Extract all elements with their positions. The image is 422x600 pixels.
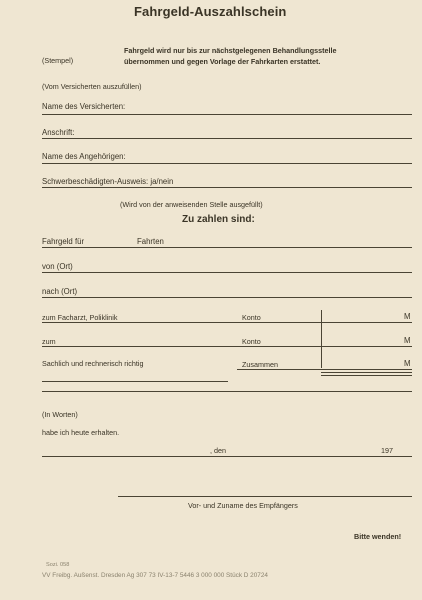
from-place-line	[42, 272, 412, 273]
name-insured-line	[42, 114, 412, 115]
name-insured-label: Name des Versicherten:	[42, 102, 126, 111]
total-label: Zusammen	[242, 360, 278, 369]
to-place-label: nach (Ort)	[42, 287, 78, 296]
in-words-label: (In Worten)	[42, 410, 78, 419]
amount-column-divider	[321, 310, 322, 368]
specialist-label: zum Facharzt, Poliklinik	[42, 313, 118, 322]
to-label: zum	[42, 337, 56, 346]
received-today-label: habe ich heute erhalten.	[42, 428, 120, 437]
notice-line-1: Fahrgeld wird nur bis zur nächstgelegenen Behandlungsstelle	[124, 46, 337, 55]
specialist-line	[42, 322, 412, 323]
address-label: Anschrift:	[42, 128, 75, 137]
notice-line-2: übernommen und gegen Vorlage der Fahrkarten erstattet.	[124, 57, 321, 66]
konto-2-label: Konto	[242, 337, 261, 346]
date-line	[42, 456, 412, 457]
date-den-label: , den	[210, 446, 226, 455]
stamp-label: (Stempel)	[42, 56, 74, 65]
from-place-label: von (Ort)	[42, 262, 73, 271]
total-double-line-1	[321, 372, 412, 373]
form-title: Fahrgeld-Auszahlschein	[134, 4, 287, 19]
name-relative-line	[42, 163, 412, 164]
please-turn-label: Bitte wenden!	[354, 532, 402, 541]
name-relative-label: Name des Angehörigen:	[42, 152, 126, 161]
address-line	[42, 138, 412, 139]
disabled-id-line	[42, 187, 412, 188]
year-label: 197	[381, 446, 393, 455]
currency-m-3: M	[404, 359, 411, 368]
currency-m-2: M	[404, 336, 411, 345]
konto-1-label: Konto	[242, 313, 261, 322]
fare-line	[42, 247, 412, 248]
total-line	[237, 369, 412, 370]
trips-label: Fahrten	[137, 237, 164, 246]
to-place-line	[42, 297, 412, 298]
words-line	[42, 391, 412, 392]
to-pay-heading: Zu zahlen sind:	[182, 214, 255, 225]
form-code: Sozi. 058	[46, 562, 70, 568]
to-line	[42, 346, 412, 347]
currency-m-1: M	[404, 312, 411, 321]
recipient-name-label: Vor- und Zuname des Empfängers	[188, 501, 298, 510]
verified-label: Sachlich und rechnerisch richtig	[42, 359, 144, 368]
total-double-line-2	[321, 375, 412, 376]
insured-section-label: (Vom Versicherten auszufüllen)	[42, 82, 142, 91]
recipient-signature-line	[118, 496, 412, 497]
disabled-id-label: Schwerbeschädigten-Ausweis: ja/nein	[42, 177, 174, 186]
verified-signature-line	[42, 381, 228, 382]
fare-for-label: Fahrgeld für	[42, 237, 85, 246]
referring-section-label: (Wird von der anweisenden Stelle ausgefüllt)	[120, 200, 263, 209]
print-note: VV Freibg. Außenst. Dresden Ag 307 73 IV-13-7 5446 3 000 000 Stück D 20724	[42, 572, 268, 579]
